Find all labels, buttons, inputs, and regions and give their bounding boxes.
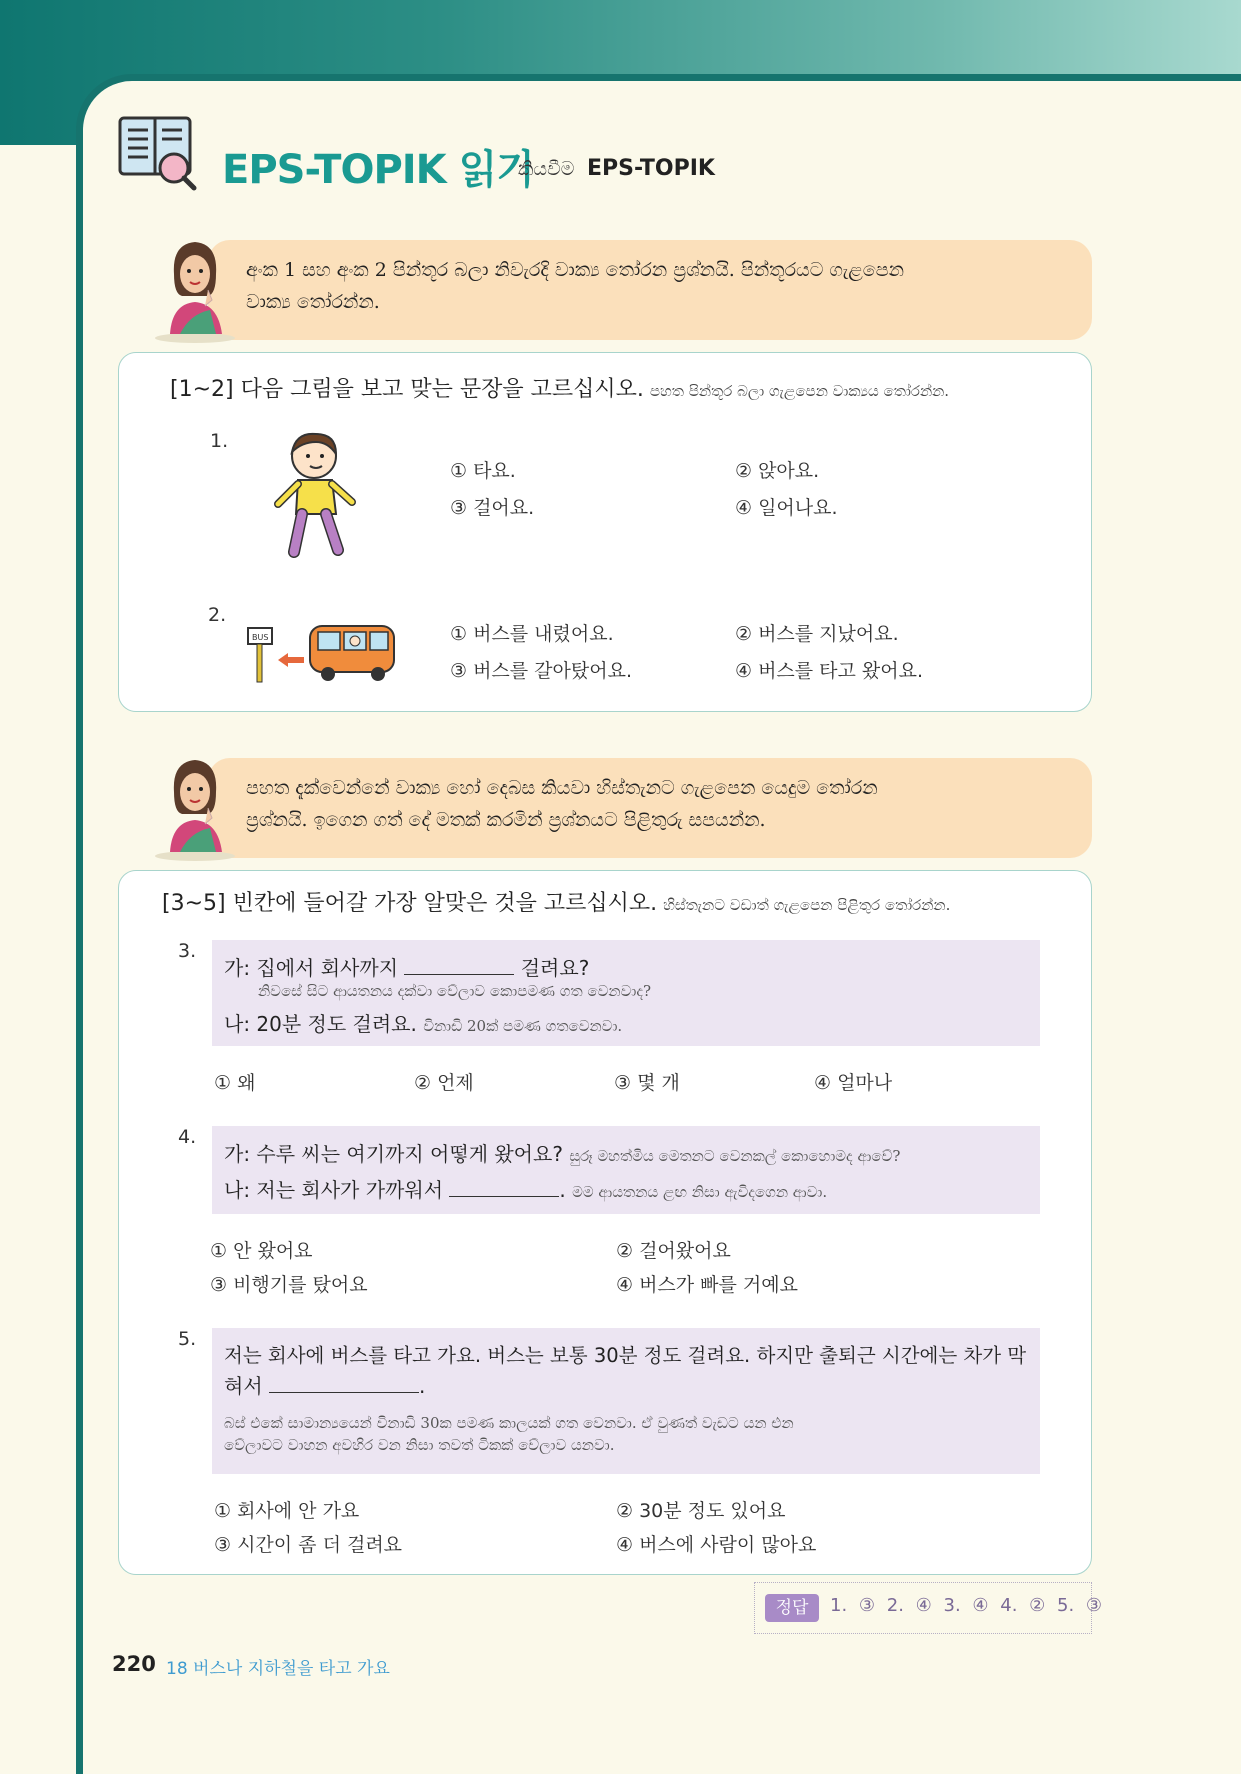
section-heading-ko: [3~5] 빈칸에 들어갈 가장 알맞은 것을 고르십시오. <box>162 891 658 916</box>
page-subtitle-si: කියවීම <box>518 158 575 180</box>
q5-option-4[interactable]: ④ 버스에 사람이 많아요 <box>616 1534 817 1556</box>
book-search-icon <box>118 112 198 192</box>
q3-line-a-si: නිවසේ සිට ආයතනය දක්වා වේලාව කොපමණ ගත වෙනවාද? <box>258 982 652 1000</box>
q4-option-4[interactable]: ④ 버스가 빠를 거예요 <box>616 1274 798 1296</box>
bus-stop-illustration <box>246 620 398 684</box>
q4-line-b <box>224 1174 827 1203</box>
q4-option-2[interactable]: ② 걸어왔어요 <box>616 1240 731 1262</box>
q5-text-line-2 <box>224 1370 425 1399</box>
q3-option-2[interactable]: ② 언제 <box>414 1072 474 1094</box>
q3-line-b <box>224 1008 622 1037</box>
q3-option-1[interactable]: ① 왜 <box>214 1072 256 1094</box>
q2-option-1[interactable]: ① 버스를 내렸어요. <box>450 623 614 645</box>
q3-line-a <box>224 952 589 981</box>
q3-line-a-text: 가: 집에서 회사까지 <box>224 956 399 980</box>
q5-si-line-2: වේලාවට වාහන අවහිර වන නිසා තවත් ටිකක් වේලාව යනවා. <box>224 1436 615 1454</box>
answer-key-label: 정답 <box>765 1594 819 1622</box>
q5-option-2[interactable]: ② 30분 정도 있어요 <box>616 1500 786 1522</box>
instruction-line: වාක්‍ය තෝරන්න. <box>246 291 380 313</box>
question-number: 5. <box>178 1328 197 1350</box>
q5-option-1[interactable]: ① 회사에 안 가요 <box>214 1500 360 1522</box>
q4-line-a <box>224 1138 900 1167</box>
answer-key-text: 1. ③ 2. ④ 3. ④ 4. ② 5. ③ <box>830 1595 1103 1616</box>
instruction-line: ප්‍රශ්නයි. ඉගෙන ගත් දේ මතක් කරමින් ප්‍රශ්නයට පිළිතුරු සපයන්න. <box>246 809 766 831</box>
instruction-line: අංක 1 සහ අංක 2 පින්තූර බලා නිවැරදි වාක්‍ය තෝරන ප්‍රශ්නයි. පින්තූරයට ගැළපෙන <box>246 259 905 281</box>
q4-line-b-si: මම ආයතනය ළඟ නිසා ඇවිදගෙන ආවා. <box>572 1183 828 1201</box>
bus-sign-label: BUS <box>252 633 269 642</box>
blank <box>269 1374 419 1393</box>
q4-line-a-text: 가: 수루 씨는 여기까지 어떻게 왔어요? <box>224 1142 563 1166</box>
page-subtitle-en: EPS-TOPIK <box>587 156 715 181</box>
q4-option-3[interactable]: ③ 비행기를 탔어요 <box>210 1274 368 1296</box>
q1-option-4[interactable]: ④ 일어나요. <box>735 497 838 519</box>
instruction-bubble-2 <box>208 758 1092 858</box>
walking-boy-illustration <box>272 428 358 564</box>
q4-line-a-si: සුරූ මහත්මිය මෙතනට වෙනකල් කොහොමද ආවේ? <box>569 1147 901 1165</box>
q1-option-1[interactable]: ① 타요. <box>450 460 516 482</box>
instruction-line: පහත දැක්වෙන්නේ වාක්‍ය හෝ දෙබස කියවා හිස්තැනට ගැළපෙන යෙදුම තෝරන <box>246 777 878 799</box>
q4-line-b-text: 나: 저는 회사가 가까워서 <box>224 1178 444 1202</box>
q3-option-4[interactable]: ④ 얼마나 <box>814 1072 893 1094</box>
q2-option-2[interactable]: ② 버스를 지났어요. <box>735 623 899 645</box>
q3-line-b-si: විනාඩි 20ක් පමණ ගතවෙනවා. <box>423 1017 623 1035</box>
q5-text-line-2-start: 혀서 <box>224 1374 263 1398</box>
page-title: EPS-TOPIK 읽기 <box>222 147 534 193</box>
page-number: 220 <box>112 1652 156 1676</box>
section-heading-si: හිස්තැනට වඩාත් ගැළපෙන පිළිතුර තෝරන්න. <box>663 896 951 914</box>
q1-option-3[interactable]: ③ 걸어요. <box>450 497 535 519</box>
section-heading-si: පහත පින්තූර බලා ගැළපෙන වාක්‍යය තෝරන්න. <box>649 382 950 400</box>
question-number: 1. <box>210 430 229 452</box>
q5-text-line-1: 저는 회사에 버스를 타고 가요. 버스는 보통 30분 정도 걸려요. 하지만 출퇴근 시간에는 차가 막 <box>224 1344 1027 1367</box>
question-number: 3. <box>178 940 197 962</box>
q3-option-3[interactable]: ③ 몇 개 <box>614 1072 680 1094</box>
q4-option-1[interactable]: ① 안 왔어요 <box>210 1240 313 1262</box>
q2-option-3[interactable]: ③ 버스를 갈아탔어요. <box>450 660 632 682</box>
teacher-illustration <box>150 752 240 862</box>
chapter-title: 18 버스나 지하철을 타고 가요 <box>166 1659 390 1679</box>
q3-line-b-text: 나: 20분 정도 걸려요. <box>224 1012 417 1036</box>
section-heading-ko: [1~2] 다음 그림을 보고 맞는 문장을 고르십시오. <box>170 377 644 402</box>
q5-text-line-2-end: . <box>419 1374 426 1398</box>
q2-option-4[interactable]: ④ 버스를 타고 왔어요. <box>735 660 924 682</box>
blank <box>449 1178 559 1197</box>
q3-line-a-end: 걸려요? <box>520 956 590 980</box>
section-heading <box>162 886 950 917</box>
section-heading <box>170 372 949 403</box>
question-number: 2. <box>208 604 227 626</box>
question-number: 4. <box>178 1126 197 1148</box>
q1-option-2[interactable]: ② 앉아요. <box>735 460 820 482</box>
q5-option-3[interactable]: ③ 시간이 좀 더 걸려요 <box>214 1534 403 1556</box>
blank <box>404 956 514 975</box>
teacher-illustration <box>150 234 240 344</box>
q4-line-b-end: . <box>559 1178 566 1202</box>
instruction-bubble-1 <box>208 240 1092 340</box>
q5-si-line-1: බස් එකේ සාමාන්‍යයෙන් විනාඩි 30ක පමණ කාලයක් ගත වෙනවා. ඒ වුණත් වැඩට යන එන <box>224 1414 794 1432</box>
